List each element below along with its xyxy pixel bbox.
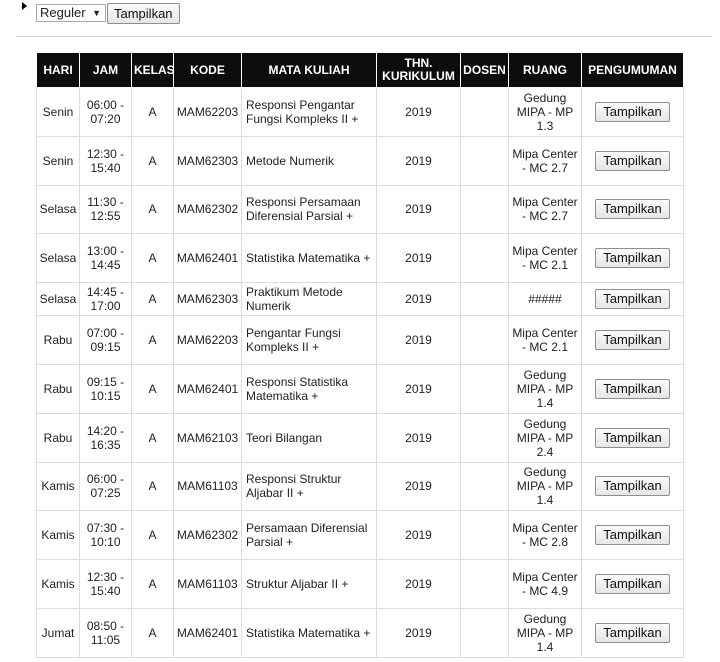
cell-jam: 14:20 - 16:35 [80,413,132,462]
cell-thn-kurikulum: 2019 [377,560,461,609]
cell-mata-kuliah: Responsi Struktur Aljabar II + [242,462,377,511]
cell-jam: 07:00 - 09:15 [80,316,132,365]
cell-hari: Kamis [37,462,80,511]
cell-dosen [461,316,509,365]
schedule-table [36,52,684,658]
cell-pengumuman [582,511,684,560]
chevron-down-icon: ▼ [92,8,101,18]
header-kode: KODE [174,53,242,88]
header-thn-kurikulum: THN. KURIKULUM [377,53,461,88]
table-row [37,364,684,413]
filter-bar [0,0,720,30]
show-announcement-button[interactable]: Tampilkan [595,428,670,448]
cell-jam: 07:30 - 10:10 [80,511,132,560]
cell-kelas: A [132,413,174,462]
cell-kode: MAM62303 [174,283,242,316]
cell-ruang: Mipa Center - MC 2.7 [509,136,582,185]
cell-kode: MAM62401 [174,234,242,283]
cell-thn-kurikulum: 2019 [377,511,461,560]
cell-kelas: A [132,560,174,609]
cell-pengumuman [582,88,684,137]
cell-thn-kurikulum: 2019 [377,364,461,413]
cell-pengumuman [582,560,684,609]
cell-ruang: Gedung MIPA - MP 2.4 [509,413,582,462]
cell-jam: 09:15 - 10:15 [80,364,132,413]
table-row [37,283,684,316]
cell-pengumuman [582,608,684,657]
cell-kode: MAM62103 [174,413,242,462]
cell-ruang: ##### [509,283,582,316]
cell-thn-kurikulum: 2019 [377,88,461,137]
cell-kelas: A [132,462,174,511]
header-ruang: RUANG [509,53,582,88]
cell-kode: MAM62401 [174,364,242,413]
cell-pengumuman [582,136,684,185]
cell-kode: MAM62203 [174,316,242,365]
cell-hari: Senin [37,136,80,185]
cell-kelas: A [132,136,174,185]
cell-mata-kuliah: Statistika Matematika + [242,234,377,283]
cell-thn-kurikulum: 2019 [377,608,461,657]
show-announcement-button[interactable]: Tampilkan [595,102,670,122]
cell-kelas: A [132,608,174,657]
cell-jam: 06:00 - 07:20 [80,88,132,137]
cell-jam: 13:00 - 14:45 [80,234,132,283]
header-mata-kuliah: MATA KULIAH [242,53,377,88]
cell-mata-kuliah: Metode Numerik [242,136,377,185]
cell-kode: MAM62302 [174,185,242,234]
table-row [37,234,684,283]
cell-kode: MAM62203 [174,88,242,137]
cell-mata-kuliah: Responsi Statistika Matematika + [242,364,377,413]
cell-hari: Jumat [37,608,80,657]
cell-mata-kuliah: Responsi Pengantar Fungsi Kompleks II + [242,88,377,137]
cell-kode: MAM61103 [174,462,242,511]
cell-hari: Selasa [37,234,80,283]
cell-mata-kuliah: Struktur Aljabar II + [242,560,377,609]
show-announcement-button[interactable]: Tampilkan [595,199,670,219]
header-kelas: KELAS [132,53,174,88]
cell-kelas: A [132,364,174,413]
table-row [37,511,684,560]
cell-hari: Rabu [37,364,80,413]
cell-hari: Kamis [37,560,80,609]
cell-pengumuman [582,462,684,511]
header-pengumuman: PENGUMUMAN [582,53,684,88]
header-hari: HARI [37,53,80,88]
cell-thn-kurikulum: 2019 [377,316,461,365]
cell-jam: 12:30 - 15:40 [80,560,132,609]
cell-mata-kuliah: Responsi Persamaan Diferensial Parsial + [242,185,377,234]
cell-ruang: Gedung MIPA - MP 1.4 [509,462,582,511]
cell-mata-kuliah: Persamaan Diferensial Parsial + [242,511,377,560]
cell-pengumuman [582,185,684,234]
cell-dosen [461,462,509,511]
table-row [37,88,684,137]
cell-jam: 11:30 - 12:55 [80,185,132,234]
cell-dosen [461,283,509,316]
cell-kode: MAM62401 [174,608,242,657]
cell-ruang: Gedung MIPA - MP 1.3 [509,88,582,137]
show-schedule-button[interactable]: Tampilkan [107,3,180,24]
cell-mata-kuliah: Statistika Matematika + [242,608,377,657]
show-announcement-button[interactable]: Tampilkan [595,525,670,545]
cell-pengumuman [582,316,684,365]
cell-mata-kuliah: Teori Bilangan [242,413,377,462]
cell-dosen [461,136,509,185]
cell-dosen [461,608,509,657]
program-select-value: Reguler [40,5,86,20]
cell-thn-kurikulum: 2019 [377,283,461,316]
cell-ruang: Mipa Center - MC 4.9 [509,560,582,609]
cell-thn-kurikulum: 2019 [377,185,461,234]
show-announcement-button[interactable]: Tampilkan [595,623,670,643]
table-row [37,136,684,185]
table-row [37,413,684,462]
cell-hari: Rabu [37,413,80,462]
show-announcement-button[interactable]: Tampilkan [595,574,670,594]
cell-jam: 06:00 - 07:25 [80,462,132,511]
table-row [37,185,684,234]
table-header-row [37,53,684,88]
cell-kode: MAM61103 [174,560,242,609]
cell-kelas: A [132,283,174,316]
cell-thn-kurikulum: 2019 [377,413,461,462]
show-announcement-button[interactable]: Tampilkan [595,476,670,496]
table-row [37,316,684,365]
cell-ruang: Mipa Center - MC 2.1 [509,316,582,365]
table-row [37,560,684,609]
cell-ruang: Mipa Center - MC 2.7 [509,185,582,234]
cell-ruang: Gedung MIPA - MP 1.4 [509,608,582,657]
cell-ruang: Mipa Center - MC 2.8 [509,511,582,560]
show-announcement-button[interactable]: Tampilkan [595,330,670,350]
cell-jam: 12:30 - 15:40 [80,136,132,185]
cell-kelas: A [132,234,174,283]
cell-thn-kurikulum: 2019 [377,234,461,283]
table-row [37,462,684,511]
cell-hari: Selasa [37,185,80,234]
cell-ruang: Gedung MIPA - MP 1.4 [509,364,582,413]
cell-kode: MAM62302 [174,511,242,560]
cell-kelas: A [132,88,174,137]
cell-dosen [461,185,509,234]
header-jam: JAM [80,53,132,88]
cell-hari: Rabu [37,316,80,365]
cell-dosen [461,413,509,462]
cell-dosen [461,88,509,137]
cell-pengumuman [582,413,684,462]
header-dosen: DOSEN [461,53,509,88]
cell-kelas: A [132,511,174,560]
cell-pengumuman [582,234,684,283]
program-select[interactable] [36,4,106,22]
show-announcement-button[interactable]: Tampilkan [595,379,670,399]
cell-kelas: A [132,316,174,365]
show-announcement-button[interactable]: Tampilkan [595,289,670,309]
cell-pengumuman [582,283,684,316]
divider [16,36,712,37]
cell-kode: MAM62303 [174,136,242,185]
cell-dosen [461,511,509,560]
cell-hari: Senin [37,88,80,137]
cell-hari: Kamis [37,511,80,560]
cell-dosen [461,234,509,283]
cell-mata-kuliah: Pengantar Fungsi Kompleks II + [242,316,377,365]
cell-jam: 08:50 - 11:05 [80,608,132,657]
cell-pengumuman [582,364,684,413]
cell-dosen [461,364,509,413]
show-announcement-button[interactable]: Tampilkan [595,248,670,268]
table-row [37,608,684,657]
cell-mata-kuliah: Praktikum Metode Numerik [242,283,377,316]
cell-thn-kurikulum: 2019 [377,136,461,185]
cell-dosen [461,560,509,609]
cell-ruang: Mipa Center - MC 2.1 [509,234,582,283]
cell-hari: Selasa [37,283,80,316]
caret-right-icon [22,2,27,10]
show-announcement-button[interactable]: Tampilkan [595,151,670,171]
cell-kelas: A [132,185,174,234]
cell-jam: 14:45 - 17:00 [80,283,132,316]
cell-thn-kurikulum: 2019 [377,462,461,511]
